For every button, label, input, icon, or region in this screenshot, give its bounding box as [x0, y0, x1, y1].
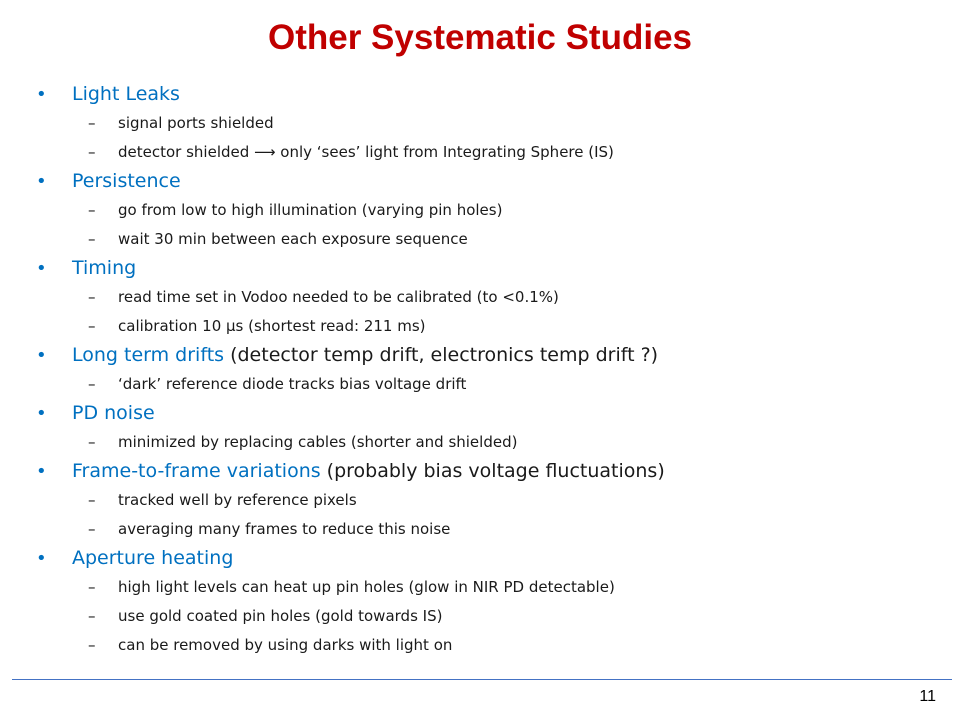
sub-bullet-item	[36, 602, 936, 631]
dash-icon: –	[88, 201, 96, 219]
dash-icon: –	[88, 578, 96, 596]
dash-icon: –	[88, 433, 96, 451]
bullet-heading: Frame-to-frame variations	[72, 460, 321, 482]
bullet-dot-icon: •	[36, 345, 47, 366]
bullet-text	[72, 399, 155, 428]
sub-bullet-text: minimized by replacing cables (shorter and shielded)	[118, 433, 518, 451]
sub-bullet-text: go from low to high illumination (varying pin holes)	[118, 201, 503, 219]
sub-bullet-text: detector shielded ⟶ only ‘sees’ light from Integrating Sphere (IS)	[118, 143, 614, 161]
bullet-heading: Aperture heating	[72, 547, 234, 569]
bullet-item	[36, 457, 936, 486]
bullet-dot-icon: •	[36, 258, 47, 279]
bullet-heading: PD noise	[72, 402, 155, 424]
sub-bullet-item	[36, 225, 936, 254]
sub-bullet-text: signal ports shielded	[118, 114, 274, 132]
page-number: 11	[919, 688, 936, 705]
dash-icon: –	[88, 230, 96, 248]
bullet-text	[72, 341, 658, 370]
bullet-item	[36, 167, 936, 196]
sub-bullet-item	[36, 312, 936, 341]
footer-divider	[12, 679, 952, 680]
sub-bullet-item	[36, 196, 936, 225]
bullet-text	[72, 544, 233, 573]
slide-title: Other Systematic Studies	[267, 18, 693, 57]
sub-bullet-item	[36, 283, 936, 312]
sub-bullet-text: can be removed by using darks with light on	[118, 636, 453, 654]
bullet-dot-icon: •	[36, 461, 47, 482]
bullet-dot-icon: •	[36, 403, 47, 424]
bullet-dot-icon: •	[36, 84, 47, 105]
sub-bullet-item	[36, 573, 936, 602]
bullet-heading: Timing	[72, 257, 137, 279]
bullet-heading: Long term drifts	[72, 344, 225, 366]
sub-bullet-text: calibration 10 μs (shortest read: 211 ms)	[118, 317, 426, 335]
bullet-text	[72, 254, 136, 283]
sub-bullet-text: wait 30 min between each exposure sequence	[118, 230, 468, 248]
sub-bullet-item	[36, 631, 936, 660]
sub-bullet-text: tracked well by reference pixels	[118, 491, 357, 509]
dash-icon: –	[88, 143, 96, 161]
dash-icon: –	[88, 288, 96, 306]
bullet-item	[36, 399, 936, 428]
dash-icon: –	[88, 491, 96, 509]
dash-icon: –	[88, 375, 96, 393]
dash-icon: –	[88, 520, 96, 538]
bullet-heading: Persistence	[72, 170, 181, 192]
sub-bullet-text: ‘dark’ reference diode tracks bias voltage drift	[118, 375, 467, 393]
sub-bullet-text: high light levels can heat up pin holes (glow in NIR PD detectable)	[118, 578, 615, 596]
sub-bullet-item	[36, 428, 936, 457]
bullet-text	[72, 80, 180, 109]
bullet-dot-icon: •	[36, 548, 47, 569]
bullet-suffix: (probably bias voltage fluctuations)	[320, 460, 665, 482]
sub-bullet-item	[36, 486, 936, 515]
dash-icon: –	[88, 636, 96, 654]
bullet-item	[36, 80, 936, 109]
sub-bullet-text: read time set in Vodoo needed to be calibrated (to <0.1%)	[118, 288, 559, 306]
bullet-heading: Light Leaks	[72, 83, 180, 105]
sub-bullet-item	[36, 138, 936, 167]
sub-bullet-item	[36, 370, 936, 399]
dash-icon: –	[88, 114, 96, 132]
bullet-text	[72, 457, 665, 486]
sub-bullet-text: averaging many frames to reduce this noise	[118, 520, 451, 538]
bullet-dot-icon: •	[36, 171, 47, 192]
dash-icon: –	[88, 607, 96, 625]
bullet-suffix: (detector temp drift, electronics temp drift ?)	[224, 344, 659, 366]
bullet-item	[36, 254, 936, 283]
bullet-text	[72, 167, 181, 196]
dash-icon: –	[88, 317, 96, 335]
sub-bullet-item	[36, 109, 936, 138]
sub-bullet-item	[36, 515, 936, 544]
bullet-item	[36, 544, 936, 573]
sub-bullet-text: use gold coated pin holes (gold towards IS)	[118, 607, 443, 625]
bullet-list	[36, 80, 936, 660]
bullet-item	[36, 341, 936, 370]
